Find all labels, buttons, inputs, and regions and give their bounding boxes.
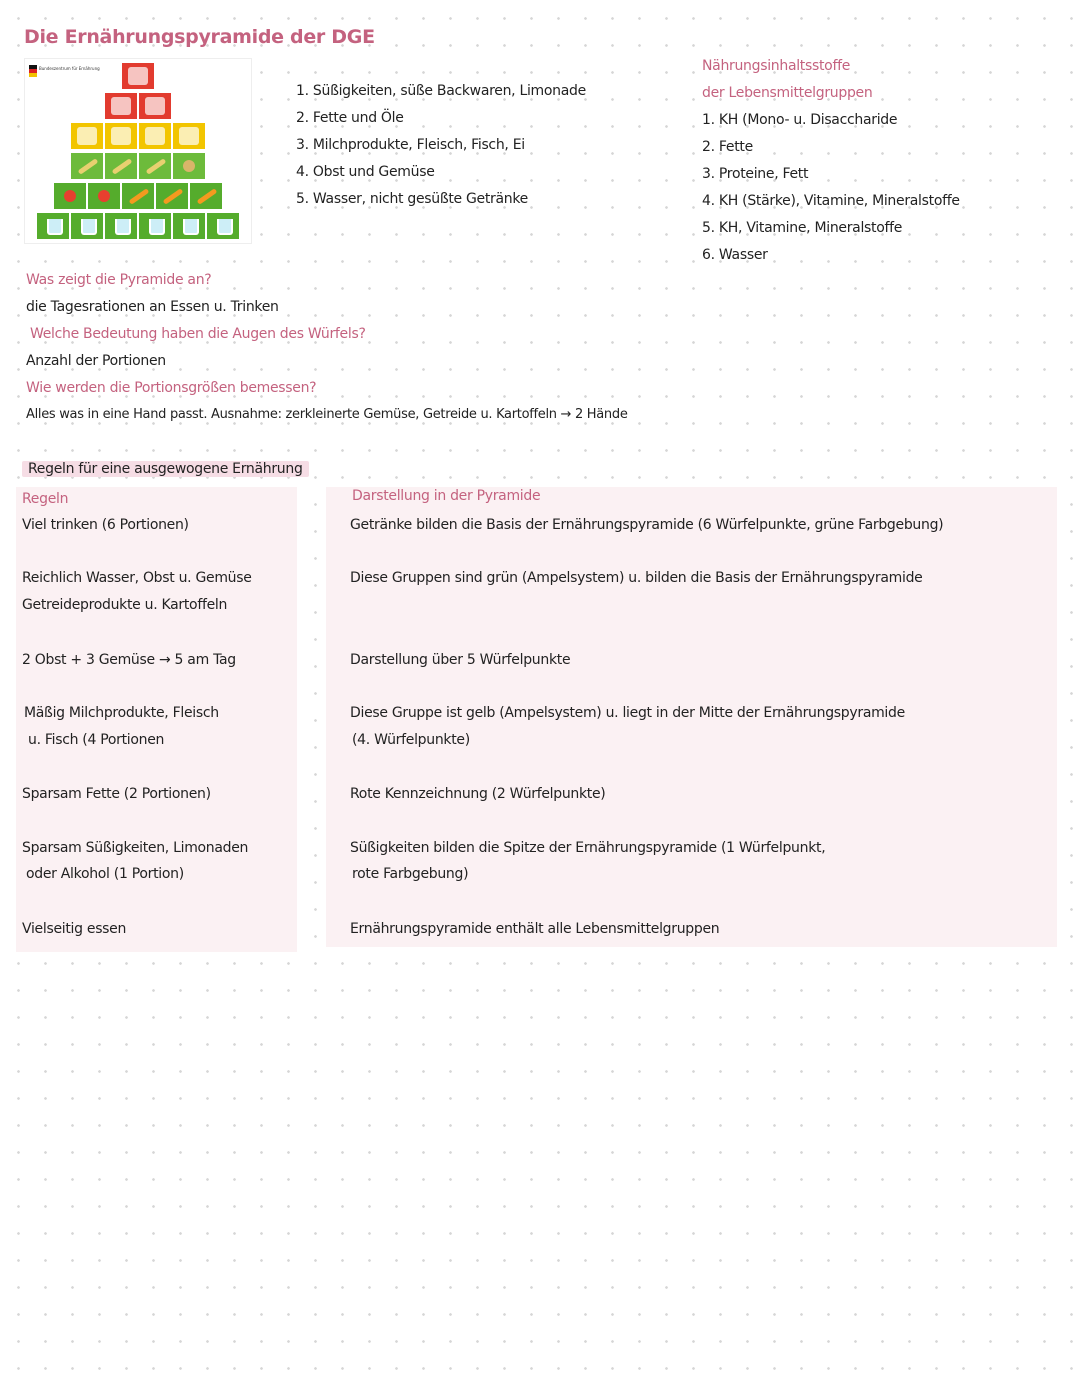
answer-1: die Tagesrationen an Essen u. Trinken [26, 299, 279, 315]
glass-icon [105, 213, 137, 239]
apple-icon [54, 183, 86, 209]
pyramid-row-3 [25, 123, 251, 149]
grain-icon [139, 153, 171, 179]
list-item: 4. Obst und Gemüse [296, 164, 435, 180]
display-text: Rote Kennzeichnung (2 Würfelpunkte) [350, 786, 606, 802]
display-text: Darstellung über 5 Würfelpunkte [350, 652, 571, 668]
pyramid-row-6 [25, 213, 251, 239]
rule-text: Sparsam Fette (2 Portionen) [22, 786, 211, 802]
list-item: 1. Süßigkeiten, süße Backwaren, Limonade [296, 83, 586, 99]
carrot-icon [122, 183, 154, 209]
answer-3: Alles was in eine Hand passt. Ausnahme: zerkleinerte Gemüse, Getreide u. Kartoffeln → 2 Hände [26, 407, 628, 422]
potato-icon [173, 153, 205, 179]
food-pyramid-image [24, 58, 252, 244]
food-group-list [296, 78, 586, 213]
display-text: rote Farbgebung) [352, 866, 469, 882]
apple-icon [88, 183, 120, 209]
rule-text: Mäßig Milchprodukte, Fleisch [24, 705, 219, 721]
ice-cream-icon [122, 63, 154, 89]
carrot-icon [156, 183, 188, 209]
grain-icon [105, 153, 137, 179]
cheese-icon [105, 123, 137, 149]
display-text: Süßigkeiten bilden die Spitze der Ernährungspyramide (1 Würfelpunkt, [350, 840, 826, 856]
pyramid-row-2 [25, 93, 251, 119]
column-header-display: Darstellung in der Pyramide [352, 488, 541, 504]
rule-text: Vielseitig essen [22, 921, 127, 937]
display-text: Ernährungspyramide enthält alle Lebensmittelgruppen [350, 921, 720, 937]
question-1: Was zeigt die Pyramide an? [26, 272, 212, 288]
list-item: 2. Fette [702, 139, 753, 155]
page-title: Die Ernährungspyramide der DGE [24, 26, 375, 48]
glass-icon [173, 213, 205, 239]
list-item: 5. KH, Vitamine, Mineralstoffe [702, 220, 903, 236]
pyramid-row-5 [25, 183, 251, 209]
glass-icon [71, 213, 103, 239]
rule-text: oder Alkohol (1 Portion) [26, 866, 184, 882]
glass-icon [139, 213, 171, 239]
list-item: 3. Milchprodukte, Fleisch, Fisch, Ei [296, 137, 525, 153]
nutrients-heading: Nährungsinhaltsstoffe [702, 58, 851, 74]
oil-icon [105, 93, 137, 119]
rule-text: u. Fisch (4 Portionen [28, 732, 165, 748]
rule-text: Reichlich Wasser, Obst u. Gemüse [22, 570, 252, 586]
list-item: 2. Fette und Öle [296, 110, 404, 126]
glass-icon [37, 213, 69, 239]
display-text: Diese Gruppe ist gelb (Ampelsystem) u. liegt in der Mitte der Ernährungspyramide [350, 705, 905, 721]
question-3: Wie werden die Portionsgrößen bemessen? [26, 380, 317, 396]
rule-text: 2 Obst + 3 Gemüse → 5 am Tag [22, 652, 236, 668]
list-item: 1. KH (Mono- u. Disaccharide [702, 112, 898, 128]
rule-text: Sparsam Süßigkeiten, Limonaden [22, 840, 249, 856]
butter-icon [139, 93, 171, 119]
grain-icon [71, 153, 103, 179]
list-item: 5. Wasser, nicht gesüßte Getränke [296, 191, 528, 207]
display-text: Getränke bilden die Basis der Ernährungspyramide (6 Würfelpunkte, grüne Farbgebung) [350, 517, 944, 533]
glass-icon [207, 213, 239, 239]
meat-icon [139, 123, 171, 149]
list-item: 6. Wasser [702, 247, 768, 263]
rule-text: Getreideprodukte u. Kartoffeln [22, 597, 228, 613]
rule-text: Viel trinken (6 Portionen) [22, 517, 189, 533]
fish-icon [173, 123, 205, 149]
display-text: (4. Würfelpunkte) [352, 732, 470, 748]
pyramid-row-1 [25, 63, 251, 89]
nutrients-heading-2: der Lebensmittelgruppen [702, 85, 873, 101]
list-item: 3. Proteine, Fett [702, 166, 809, 182]
answer-2: Anzahl der Portionen [26, 353, 166, 369]
carrot-icon [190, 183, 222, 209]
logo-text: Bundeszentrum für Ernährung [39, 66, 100, 71]
pyramid-row-4 [25, 153, 251, 179]
question-2: Welche Bedeutung haben die Augen des Würfels? [30, 326, 366, 342]
list-item: 4. KH (Stärke), Vitamine, Mineralstoffe [702, 193, 960, 209]
milk-icon [71, 123, 103, 149]
column-header-rules: Regeln [22, 491, 69, 507]
section-title: Regeln für eine ausgewogene Ernährung [22, 461, 309, 477]
display-text: Diese Gruppen sind grün (Ampelsystem) u. bilden die Basis der Ernährungspyramide [350, 570, 923, 586]
nutrients-list [702, 53, 960, 269]
